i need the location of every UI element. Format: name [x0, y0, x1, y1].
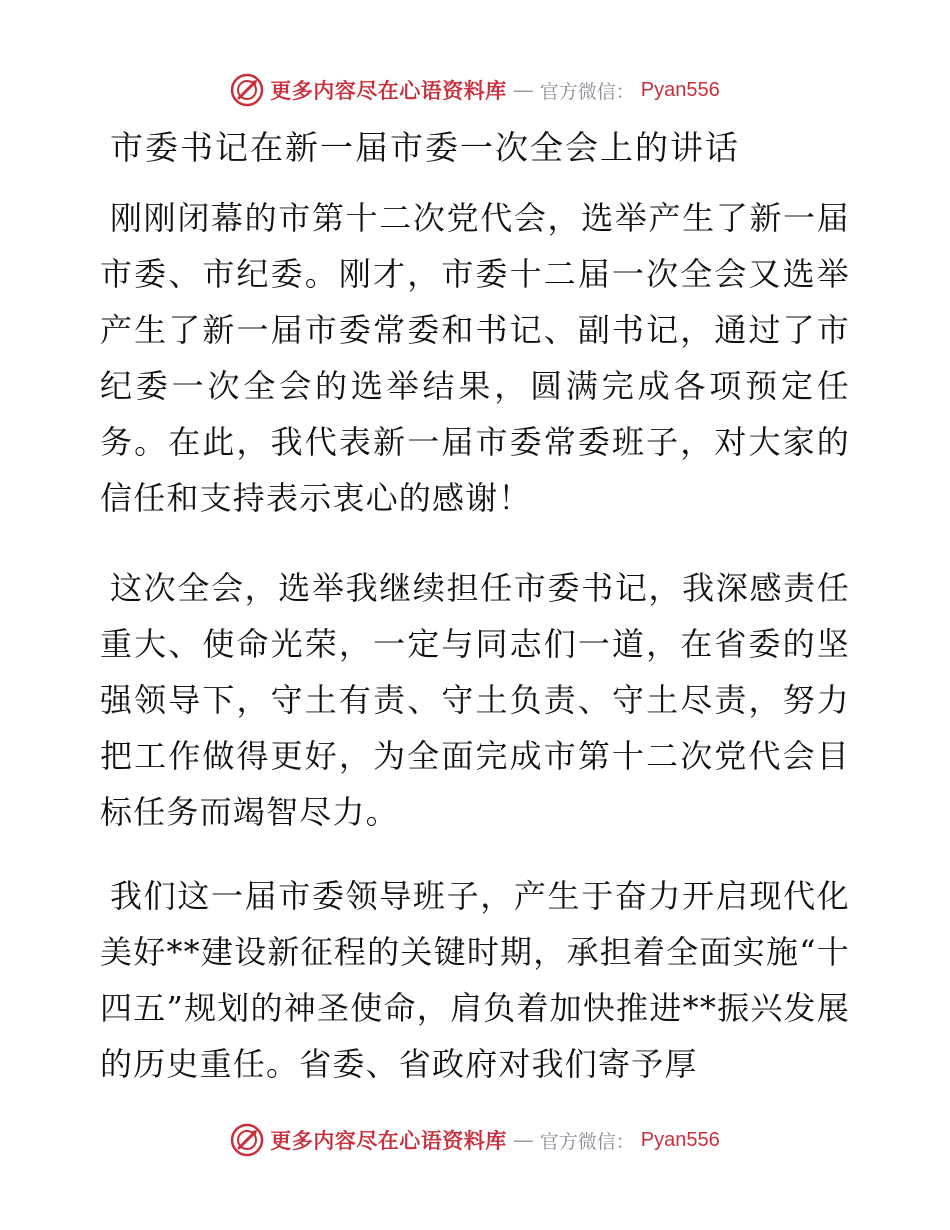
watermark-main-text: 更多内容尽在心语资料库 [270, 1129, 507, 1153]
logo-icon [230, 1123, 264, 1157]
paragraph-1: 刚刚闭幕的市第十二次党代会，选举产生了新一届市委、市纪委。刚才，市委十二届一次全会又选举产生了新一届市委常委和书记、副书记，通过了市纪委一次全会的选举结果，圆满完成各项预定任务。在此，我代表新一届市委常委班子，对大家的信任和支持表示衷心的感谢！ [100, 199, 850, 517]
watermark-dash: — [512, 78, 534, 102]
header-watermark [0, 70, 950, 110]
watermark-main-text: 更多内容尽在心语资料库 [270, 79, 507, 103]
paragraph-2: 这次全会，选举我继续担任市委书记，我深感责任重大、使命光荣，一定与同志们一道，在省委的坚强领导下，守土有责、守土负责、守土尽责，努力把工作做得更好，为全面完成市第十二次党代会目标任务而竭智尽力。 [100, 569, 850, 831]
logo-icon [230, 73, 264, 107]
document-title: 市委书记在新一届市委一次全会上的讲话 [110, 128, 740, 167]
footer-watermark [0, 1120, 950, 1160]
watermark-dash: — [512, 1128, 534, 1152]
paragraph-3: 我们这一届市委领导班子，产生于奋力开启现代化美好**建设新征程的关键时期，承担着全面实施“十四五”规划的神圣使命，肩负着加快推进**振兴发展的历史重任。省委、省政府对我们寄予厚 [100, 877, 850, 1083]
watermark-wechat-label: 官方微信： [539, 80, 635, 103]
watermark-wechat-label: 官方微信： [539, 1130, 635, 1153]
watermark-wechat-id: Pyan556 [640, 78, 720, 101]
watermark-wechat-id: Pyan556 [640, 1128, 720, 1151]
